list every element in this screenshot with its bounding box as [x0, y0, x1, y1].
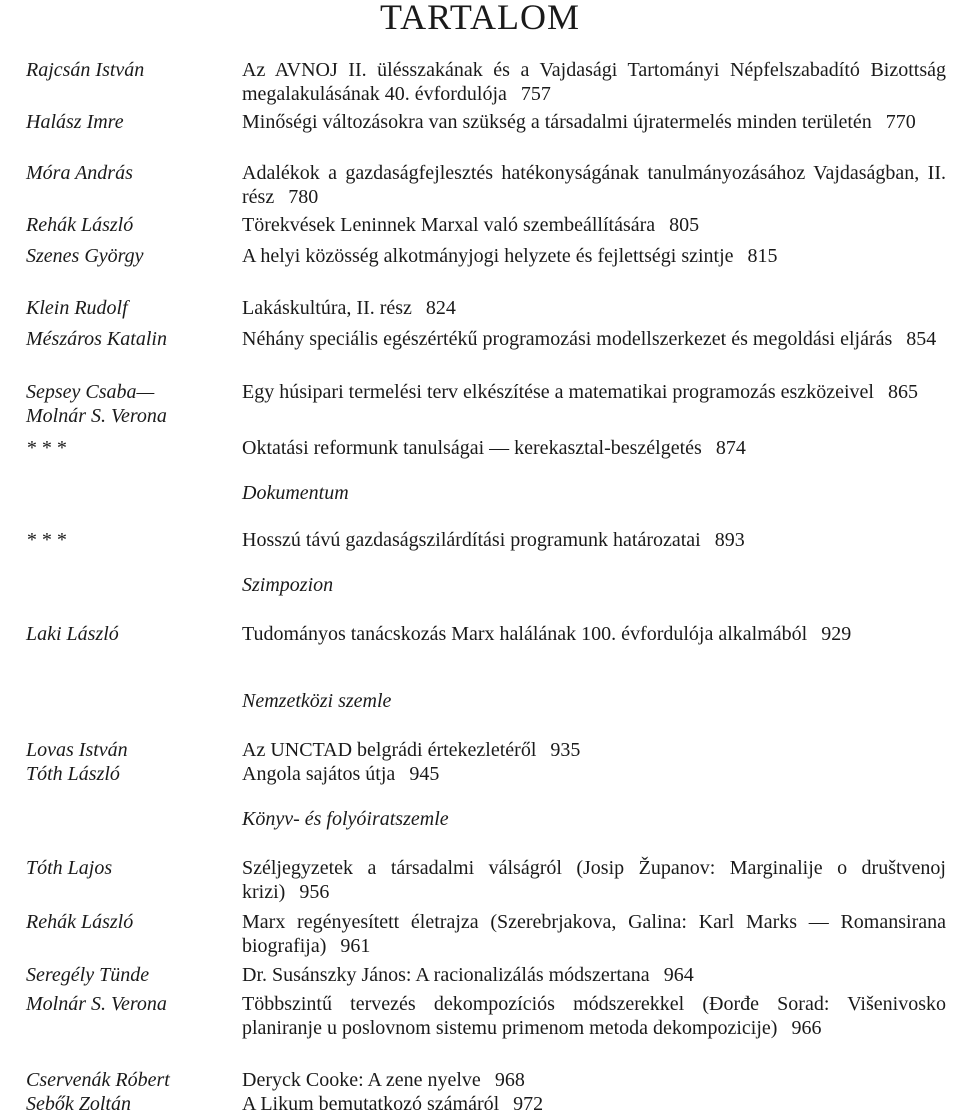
entry-title: Tudományos tanácskozás Marx halálának 100. évfordulója alkalmából	[242, 623, 808, 645]
entry-page-number: 854	[906, 328, 937, 350]
entry-title: Adalékok a gazdaságfejlesztés hatékonyságának tanulmányozásához Vajdaságban, II. rész	[242, 162, 946, 208]
entry-author: Tóth Lajos	[26, 857, 113, 879]
entry-author: Molnár S. Verona	[26, 993, 167, 1015]
entry-title: Oktatási reformunk tanulságai — kerekasztal-beszélgetés	[242, 437, 702, 459]
entry-author-1: Sepsey Csaba—	[26, 381, 155, 403]
entry-title: Törekvések Leninnek Marxal való szembeállítására	[242, 214, 656, 236]
entry-page-number: 757	[520, 83, 551, 105]
entry-author: * * *	[26, 437, 66, 459]
entry-page-number: 935	[550, 739, 581, 761]
entry-title: Hosszú távú gazdaságszilárdítási programunk határozatai	[242, 529, 701, 551]
entry-text	[242, 910, 946, 958]
entry-title: Többszintű tervezés dekompozíciós módszerekkel (Đorđe Sorad: Višenivosko planiranje u poslovnom sistemu primenom metoda dekompozicije)	[242, 993, 946, 1039]
entry-page-number: 961	[340, 935, 371, 957]
entry-title: Lakáskultúra, II. rész	[242, 297, 412, 319]
entry-title: Néhány speciális egészértékű programozási modellszerkezet és megoldási eljárás	[242, 328, 893, 350]
entry-page-number: 968	[494, 1069, 525, 1091]
entry-page-number: 972	[513, 1093, 544, 1115]
entry-text	[242, 528, 946, 552]
entry-page-number: 929	[821, 623, 852, 645]
entry-author: Lovas István	[26, 739, 128, 761]
entry-text	[242, 992, 946, 1040]
entry-page-number: 815	[747, 245, 778, 267]
entry-text	[242, 244, 946, 268]
entry-author: * * *	[26, 529, 66, 551]
entry-author: Tóth László	[26, 763, 120, 785]
entry-page-number: 805	[669, 214, 700, 236]
entry-page-number: 966	[791, 1017, 822, 1039]
entry-title: Dr. Susánszky János: A racionalizálás módszertana	[242, 964, 650, 986]
entry-page-number: 874	[715, 437, 746, 459]
entry-page-number: 824	[425, 297, 456, 319]
entry-title: Angola sajátos útja	[242, 763, 396, 785]
entry-page-number: 964	[663, 964, 694, 986]
entry-page-number: 770	[885, 111, 916, 133]
section-heading: Szimpozion	[242, 574, 334, 596]
entry-author: Cservenák Róbert	[26, 1069, 170, 1091]
entry-text	[242, 762, 946, 786]
entry-text	[242, 213, 946, 237]
entry-author: Sebők Zoltán	[26, 1093, 131, 1115]
entry-text	[242, 963, 946, 987]
entry-text	[242, 380, 946, 404]
entry-page-number: 780	[288, 186, 319, 208]
entry-author	[26, 380, 236, 428]
entry-author: Seregély Tünde	[26, 964, 150, 986]
entry-title: Minőségi változásokra van szükség a társadalmi újratermelés minden területén	[242, 111, 872, 133]
section-heading: Nemzetközi szemle	[242, 690, 392, 712]
entry-author: Szenes György	[26, 245, 144, 267]
entry-text	[242, 738, 946, 762]
entry-text	[242, 327, 946, 351]
entry-author: Mészáros Katalin	[26, 328, 167, 350]
page-title: TARTALOM	[379, 0, 581, 37]
entry-author: Laki László	[26, 623, 119, 645]
entry-text	[242, 58, 946, 106]
entry-author: Klein Rudolf	[26, 297, 128, 319]
entry-text	[242, 110, 946, 134]
entry-title: Deryck Cooke: A zene nyelve	[242, 1069, 481, 1091]
entry-author-2: Molnár S. Verona	[26, 405, 167, 427]
entry-title: A Likum bemutatkozó számáról	[242, 1093, 500, 1115]
entry-title: A helyi közösség alkotmányjogi helyzete és fejlettségi szintje	[242, 245, 734, 267]
entry-author: Halász Imre	[26, 111, 124, 133]
entry-title: Széljegyzetek a társadalmi válságról (Josip Županov: Marginalije o društvenoj krizi)	[242, 857, 946, 903]
section-heading: Dokumentum	[242, 482, 349, 504]
entry-author: Rehák László	[26, 911, 134, 933]
entry-text	[242, 296, 946, 320]
entry-text	[242, 1068, 946, 1092]
entry-title: Egy húsipari termelési terv elkészítése a matematikai programozás eszközeivel	[242, 381, 874, 403]
entry-text	[242, 622, 946, 646]
entry-text	[242, 436, 946, 460]
entry-author: Rajcsán István	[26, 59, 145, 81]
entry-author: Móra András	[26, 162, 133, 184]
entry-page-number: 865	[887, 381, 918, 403]
entry-page-number: 945	[409, 763, 440, 785]
entry-text	[242, 856, 946, 904]
entry-page-number: 893	[714, 529, 745, 551]
entry-text	[242, 1092, 946, 1116]
entry-text	[242, 161, 946, 209]
entry-page-number: 956	[299, 881, 330, 903]
entry-author: Rehák László	[26, 214, 134, 236]
entry-title: Az AVNOJ II. ülésszakának és a Vajdasági Tartományi Népfelszabadító Bizottság megalakulásának 40. évfordulója	[242, 59, 946, 105]
entry-title: Marx regényesített életrajza (Szerebrjakova, Galina: Karl Marks — Romansirana biografija)	[242, 911, 946, 957]
section-heading: Könyv- és folyóiratszemle	[242, 808, 449, 830]
entry-title: Az UNCTAD belgrádi értekezletéről	[242, 739, 537, 761]
